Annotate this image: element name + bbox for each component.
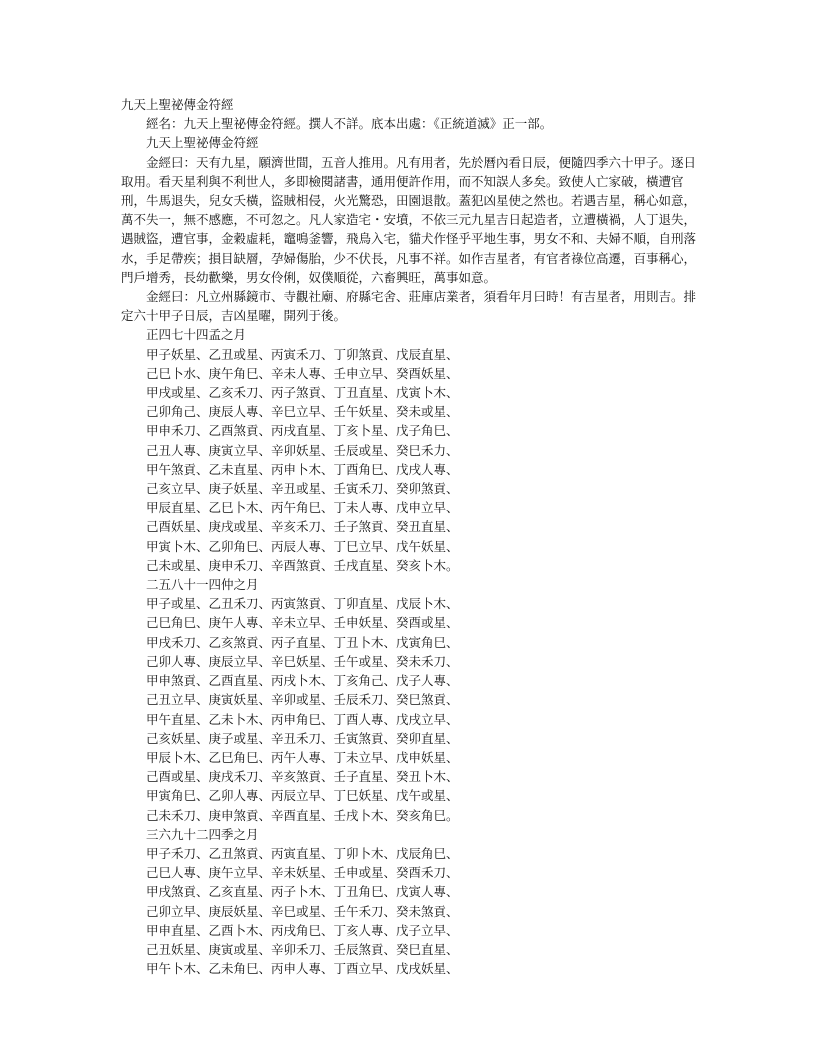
calendar-row: 甲申煞貢、乙酉直星、丙戌卜木、丁亥角己、戊子人專、 [146,673,459,689]
calendar-row: 己亥妖星、庚子或星、辛丑禾刀、壬寅煞貢、癸卯直星、 [146,730,459,746]
calendar-row: 甲戌煞貢、乙亥直星、丙子卜木、丁丑角巳、戊寅人專、 [146,884,459,900]
calendar-row: 己未或星、庚申禾刀、辛酉煞貢、壬戌直星、癸亥卜木。 [146,557,459,573]
calendar-row: 甲申禾刀、乙酉煞貢、丙戌直星、丁亥卜星、戊子角巳、 [146,423,459,439]
calendar-row: 甲申直星、乙酉卜木、丙戌角巳、丁亥人專、戊子立早、 [146,922,459,938]
calendar-row: 甲寅卜木、乙卯角巳、丙辰人專、丁巳立早、戊午妖星、 [146,538,459,554]
section-heading: 正四七十四孟之月 [146,327,247,343]
month-section-ji [121,825,701,979]
calendar-row: 甲寅角巳、乙卯人專、丙辰立早、丁巳妖星、戊午或星、 [146,788,459,804]
document-title: 九天上聖祕傳金符經 [121,97,234,112]
calendar-row: 甲午直星、乙未卜木、丙申角巳、丁酉人專、戊戌立早、 [146,711,459,727]
source-note: 經名：九天上聖祕傳金符經。撰人不詳。底本出處：《正統道滅》正一部。 [146,116,553,132]
calendar-row: 甲辰卜木、乙巳角巳、丙午人專、丁未立早、戊申妖星、 [146,749,459,765]
calendar-row: 己卯立早、庚辰妖星、辛巳或星、壬午禾刀、癸未煞貢、 [146,903,459,919]
calendar-row: 己酉妖星、庚戌或星、辛亥禾刀、壬子煞貢、癸丑直星、 [146,519,459,535]
section-heading: 二五八十一四仲之月 [146,577,259,593]
calendar-row: 己巳卜水、庚午角巳、辛未人專、壬申立早、癸酉妖星、 [146,365,459,381]
calendar-row: 己卯角己、庚辰人專、辛巳立早、壬午妖星、癸未或星、 [146,404,459,420]
calendar-row: 甲子或星、乙丑禾刀、丙寅煞貢、丁卯直星、戊辰卜木、 [146,596,459,612]
month-section-zhong [121,575,701,825]
scripture-title: 九天上聖祕傳金符經 [146,135,259,151]
calendar-row: 甲子禾刀、乙丑煞貢、丙寅直星、丁卯卜木、戊辰角巳、 [146,845,459,861]
calendar-row: 己巳角巳、庚午人專、辛未立早、壬申妖星、癸酉或星、 [146,615,459,631]
calendar-row: 己丑立早、庚寅妖星、辛卯或星、壬辰禾刀、癸巳煞貢、 [146,692,459,708]
document-body [121,95,701,978]
calendar-row: 甲午煞貢、乙未直星、丙申卜木、丁酉角巳、戊戌人專、 [146,461,459,477]
calendar-row: 己亥立早、庚子妖星、辛丑或星、壬寅禾刀、癸卯煞貢、 [146,481,459,497]
month-section-meng [121,325,701,575]
calendar-row: 甲辰直星、乙巳卜木、丙午角巳、丁未人專、戊申立早、 [146,500,459,516]
paragraph-instructions: 金經曰：凡立州縣鏡市、寺觀社廟、府縣宅舍、莊庫店業者，須看年月曰時！有吉星者，用則吉。排定六十甲子日辰，吉凶星曜，開列于後。 [121,289,697,324]
calendar-row: 己卯人專、庚辰立早、辛巳妖星、壬午或星、癸未禾刀、 [146,653,459,669]
calendar-row: 甲戌或星、乙亥禾刀、丙子煞貢、丁丑直星、戊寅卜木、 [146,385,459,401]
calendar-row: 己丑人專、庚寅立早、辛卯妖星、壬辰或星、癸巳禾力、 [146,442,459,458]
calendar-row: 己丑妖星、庚寅或星、辛卯禾刀、壬辰煞貢、癸巳直星、 [146,941,459,957]
calendar-row: 己未禾刀、庚申煞貢、辛酉直星、壬戌卜木、癸亥角巳。 [146,807,459,823]
section-heading: 三六九十二四季之月 [146,826,259,842]
calendar-row: 甲子妖星、乙丑或星、丙寅禾刀、丁卯煞貢、戊辰直星、 [146,346,459,362]
calendar-row: 己巳人專、庚午立早、辛未妖星、壬申或星、癸酉禾刀、 [146,865,459,881]
calendar-row: 己酉或星、庚戌禾刀、辛亥煞貢、壬子直星、癸丑卜木、 [146,769,459,785]
calendar-row: 甲午卜木、乙未角巳、丙申人專、丁酉立早、戊戌妖星、 [146,961,459,977]
calendar-row: 甲戌禾刀、乙亥煞貢、丙子直星、丁丑卜木、戊寅角巳、 [146,634,459,650]
paragraph-intro: 金經曰：天有九星，願濟世間，五音人推用。凡有用者，先於曆內看日辰，便隨四季六十甲子。逐日取用。看天星利與不利世人，多即檢閱諸書，通用便許作用，而不知誤人多矣。致使人亡家破，橫遭官刑，牛馬退失，兒女夭橫，盜賊相侵，火光驚恐，田園退散。蓋犯凶星使之然也。若遇吉星，稱心如意，萬不失一，無不感應，不可忽之。凡人家造宅・安墳，不依三元九星吉日起造者，立遭橫禍，人丁退失，遇賊盜，遭官事，金穀虛耗，竈鳴釜響，飛鳥入宅，貓犬作怪乎平地生事，男女不和、夫婦不順，自刑落水，手足帶疾；損目缺層，孕婦傷胎，少不伏長，凡事不祥。如作吉星者，有官者祿位高遷，百事稱心，門戶增秀，長幼歡樂，男女伶俐，奴僕順從，六畜興旺，萬事如意。 [121,154,697,285]
